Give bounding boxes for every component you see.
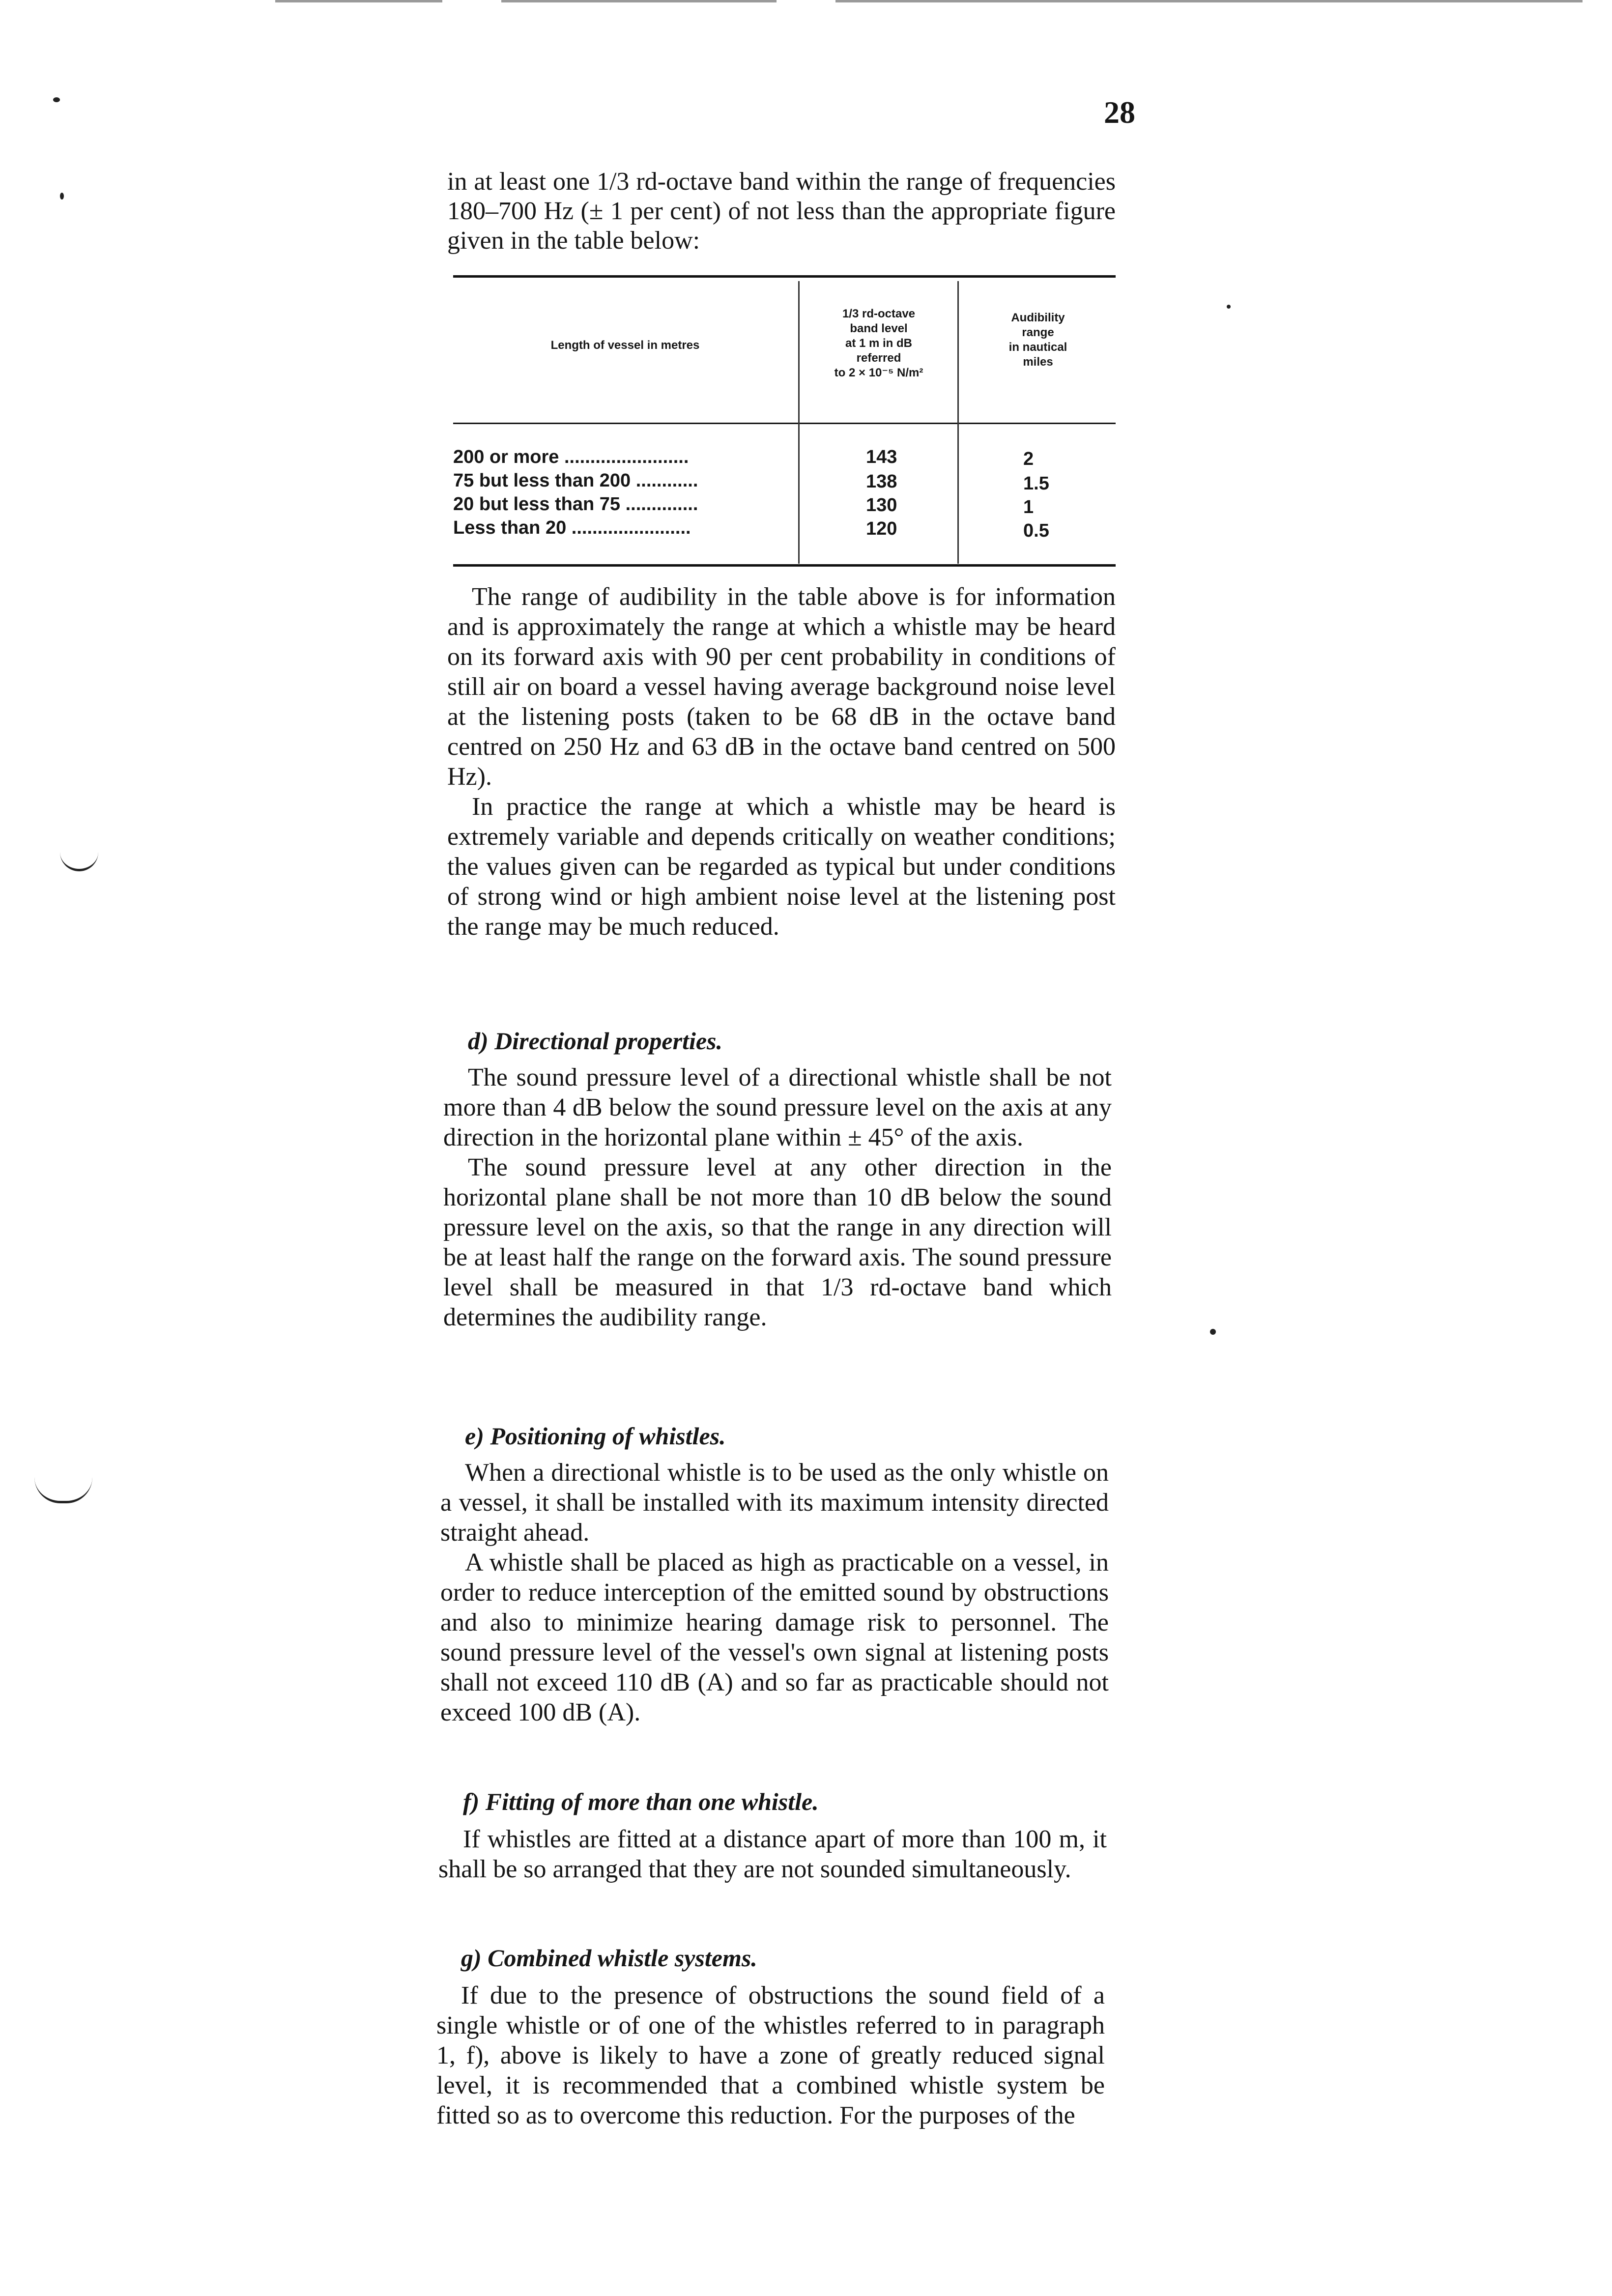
header-band-line: 1/3 rd-octave [842, 307, 916, 320]
scan-top-edge [501, 0, 777, 2]
cell-range: 1.5 [1023, 473, 1049, 494]
page-number: 28 [1104, 95, 1135, 130]
paragraph: The range of audibility in the table above is for information and is approximately the range at which a whistle may be heard on its forward axis with 90 per cent probability in conditions of still air on board a vessel having average background noise level at the listening posts (taken to be 68 dB in the octave band centred on 250 Hz and 63 dB in the octave band centred on 500 Hz). [447, 583, 1116, 791]
header-audibility [960, 311, 1116, 370]
paragraph: When a directional whistle is to be used as the only whistle on a vessel, it shall be installed with its maximum intensity directed straight ahead. [440, 1459, 1109, 1547]
section-positioning [440, 1421, 1109, 1727]
scan-speck [1227, 305, 1231, 309]
header-band-level [801, 307, 956, 380]
cell-range: 1 [1023, 497, 1034, 517]
paragraph: If due to the presence of obstructions the sound field of a single whistle or of one of the whistles referred to in paragraph 1, f), above is likely to have a zone of greatly reduced signal level, it is recommended that a combined whistle system be fitted so as to overcome this reduction. For the purposes of the [436, 1981, 1105, 2129]
header-band-line: to 2 × 10⁻⁵ N/m² [834, 366, 923, 379]
paragraph: The sound pressure level of a directional whistle shall be not more than 4 dB below the sound pressure level on the axis at any direction in the horizontal plane within ± 45° of the axis. [443, 1063, 1112, 1151]
header-audibility-line: Audibility [1011, 311, 1065, 324]
scan-mark [60, 850, 98, 871]
header-audibility-line: in nautical [1008, 341, 1067, 354]
header-length [453, 338, 797, 353]
scan-speck [53, 97, 60, 102]
table-column-divider [957, 281, 959, 564]
section-heading: e) Positioning of whistles. [465, 1422, 726, 1450]
scan-speck [60, 193, 64, 200]
cell-length: 20 but less than 75 .............. [453, 494, 698, 515]
table-top-rule [453, 275, 1116, 278]
cell-range: 2 [1023, 449, 1034, 469]
scan-speck [1210, 1329, 1216, 1335]
cell-level: 143 [866, 447, 897, 467]
table-bottom-rule [453, 564, 1116, 567]
section-heading: f) Fitting of more than one whistle. [463, 1788, 819, 1815]
paragraph: A whistle shall be placed as high as practicable on a vessel, in order to reduce interception of the emitted sound by obstructions and also to minimize hearing damage risk to personnel. The sound pressure level of the vessel's own signal at listening posts shall not exceed 110 dB (A) and so far as practicable should not exceed 100 dB (A). [440, 1549, 1109, 1726]
section-fitting [438, 1787, 1107, 1884]
section-directional-properties [443, 1026, 1112, 1332]
section-combined-systems [436, 1943, 1105, 2130]
cell-level: 130 [866, 495, 897, 516]
header-audibility-line: range [1022, 326, 1054, 339]
header-band-line: band level [850, 322, 908, 335]
header-band-line: at 1 m in dB [845, 337, 913, 350]
header-length-text: Length of vessel in metres [550, 339, 700, 352]
cell-level: 120 [866, 518, 897, 539]
audibility-table [453, 275, 1116, 569]
cell-level: 138 [866, 471, 897, 492]
paragraph: If whistles are fitted at a distance apart of more than 100 m, it shall be so arranged that they are not sounded simultaneously. [438, 1825, 1107, 1883]
audibility-notes [447, 582, 1116, 942]
scan-mark [34, 1477, 92, 1503]
cell-length: 75 but less than 200 ............ [453, 470, 698, 491]
section-heading: g) Combined whistle systems. [461, 1944, 757, 1972]
table-column-divider [798, 281, 800, 564]
scan-top-edge [275, 0, 442, 2]
table-header-rule [453, 423, 1116, 424]
intro-block [447, 167, 1116, 256]
paragraph: The sound pressure level at any other direction in the horizontal plane shall be not more than 10 dB below the sound pressure level on the axis, so that the range in any direction will be at least half the range on the forward axis. The sound pressure level shall be measured in that 1/3 rd-octave band which determines the audibility range. [443, 1153, 1112, 1331]
header-band-line: referred [856, 351, 901, 365]
header-audibility-line: miles [1023, 355, 1053, 369]
intro-paragraph: in at least one 1/3 rd-octave band within the range of frequencies 180–700 Hz (± 1 per cent) of not less than the appropriate figure given in the table below: [447, 168, 1116, 255]
scan-top-edge [835, 0, 1583, 2]
paragraph: In practice the range at which a whistle may be heard is extremely variable and depends critically on weather conditions; the values given can be regarded as typical but under conditions of strong wind or high ambient noise level at the listening post the range may be much reduced. [447, 793, 1116, 941]
cell-length: Less than 20 ....................... [453, 517, 691, 538]
cell-range: 0.5 [1023, 520, 1049, 541]
cell-length: 200 or more ........................ [453, 447, 689, 467]
section-heading: d) Directional properties. [468, 1027, 723, 1055]
